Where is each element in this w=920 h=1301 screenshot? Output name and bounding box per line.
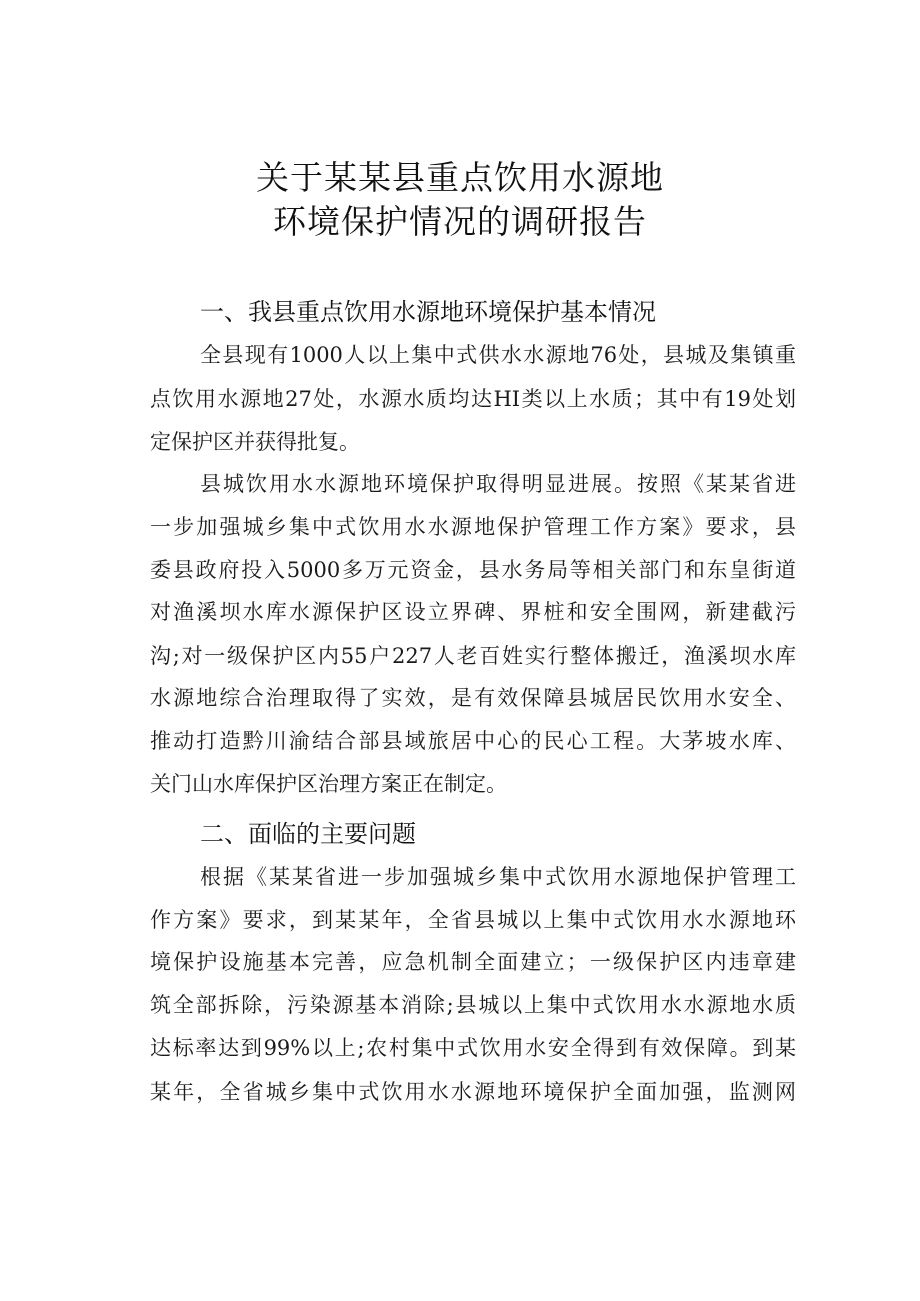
paragraph-line: 县城饮用水水源地环境保护取得明显进展。按照《某某省进: [200, 472, 796, 496]
paragraph-line: 沟;对一级保护区内55户227人老百姓实行整体搬迁，渔溪坝水库: [150, 644, 796, 668]
section-1-heading: 一、我县重点饮用水源地环境保护基本情况: [200, 298, 656, 326]
document-title-line-1: 关于某某县重点饮用水源地: [256, 158, 664, 197]
document-title-line-2: 环境保护情况的调研报告: [273, 202, 647, 241]
paragraph-line: 作方案》要求，到某某年，全省县城以上集中式饮用水水源地环: [150, 908, 796, 932]
paragraph-line: 全县现有1000人以上集中式供水水源地76处，县城及集镇重: [200, 343, 796, 367]
paragraph-line: 推动打造黔川渝结合部县域旅居中心的民心工程。大茅坡水库、: [150, 729, 796, 753]
paragraph-line: 一步加强城乡集中式饮用水水源地保护管理工作方案》要求，县: [150, 515, 796, 539]
paragraph-line: 点饮用水源地27处，水源水质均达HI类以上水质；其中有19处划: [150, 387, 796, 411]
paragraph-line: 对渔溪坝水库水源保护区设立界碑、界桩和安全围网，新建截污: [150, 600, 796, 624]
paragraph-line: 委县政府投入5000多万元资金，县水务局等相关部门和东皇街道: [150, 558, 796, 582]
paragraph-line: 达标率达到99%以上;农村集中式饮用水安全得到有效保障。到某: [150, 1036, 796, 1060]
paragraph-line: 根据《某某省进一步加强城乡集中式饮用水源地保护管理工: [200, 865, 796, 889]
paragraph-line: 境保护设施基本完善，应急机制全面建立；一级保护区内违章建: [150, 950, 796, 974]
paragraph-line: 某年，全省城乡集中式饮用水水源地环境保护全面加强，监测网: [150, 1080, 796, 1104]
section-2-heading: 二、面临的主要问题: [200, 820, 416, 848]
paragraph-line: 水源地综合治理取得了实效，是有效保障县城居民饮用水安全、: [150, 686, 796, 710]
paragraph-line: 筑全部拆除，污染源基本消除;县城以上集中式饮用水水源地水质: [150, 993, 796, 1017]
paragraph-line: 关门山水库保护区治理方案正在制定。: [150, 772, 507, 796]
paragraph-line: 定保护区并获得批复。: [150, 430, 360, 454]
